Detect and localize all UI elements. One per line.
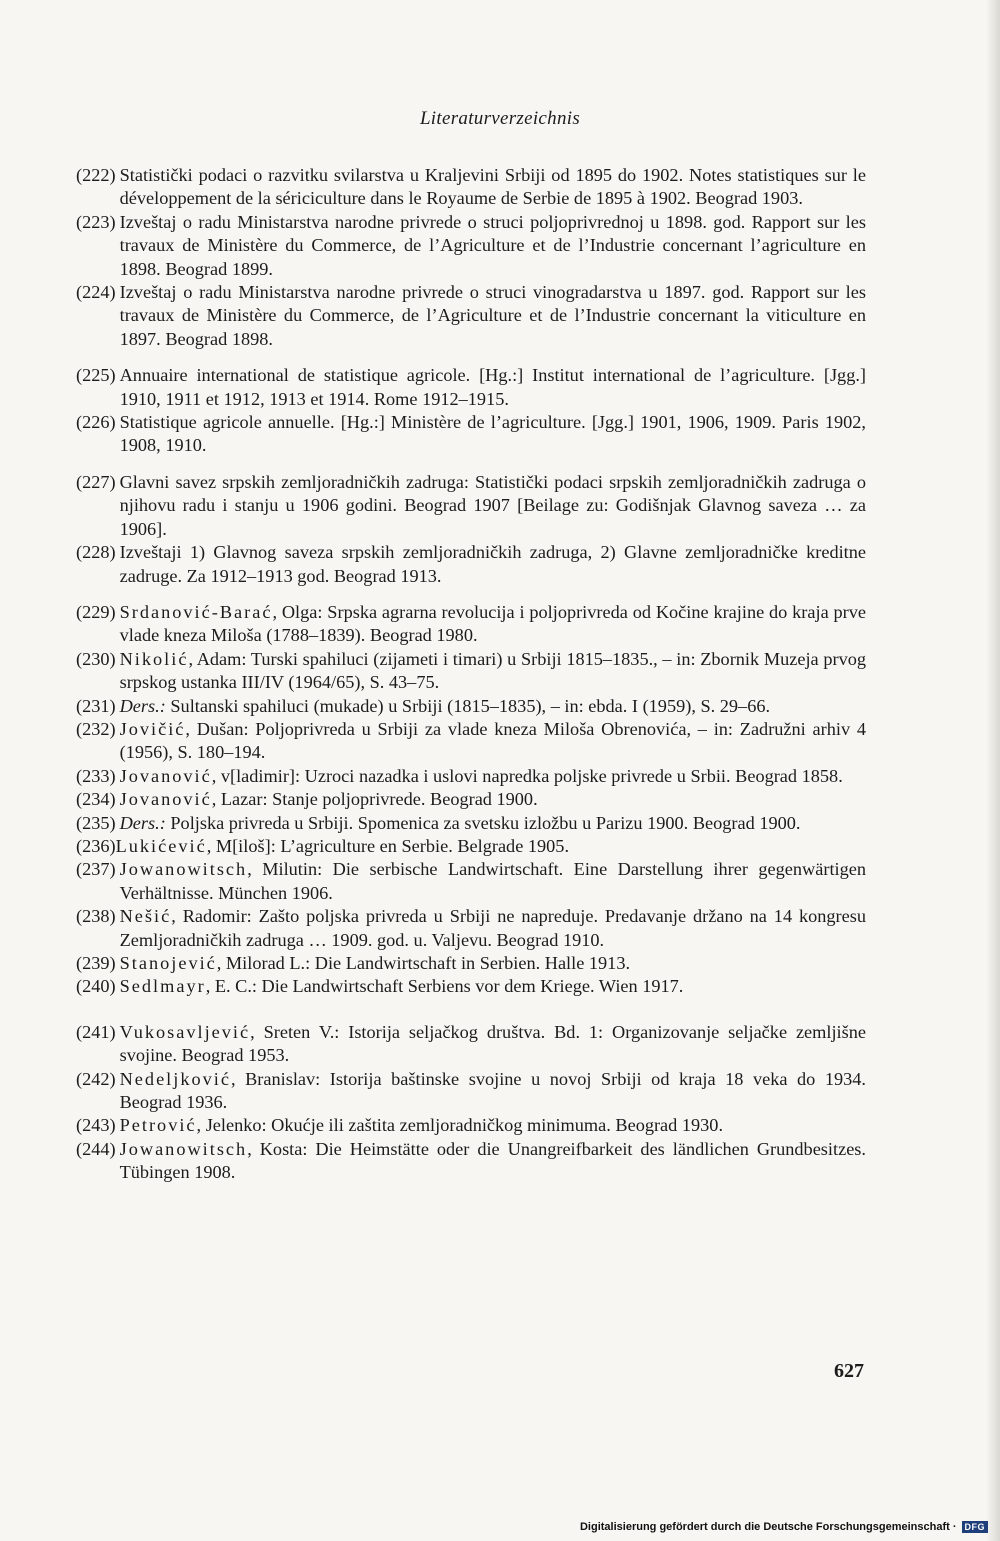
- entry-number: (236): [76, 835, 116, 856]
- entry-text: [116, 858, 866, 905]
- bib-entry-226: [76, 411, 866, 458]
- entry-text: [116, 975, 866, 998]
- bib-entry-222: [76, 164, 866, 211]
- entry-author: Lukićević: [115, 835, 207, 856]
- entry-number: (241): [76, 1021, 116, 1042]
- entry-text: Izveštaj o radu Ministarstva narodne privrede o struci vinogradarstva u 1897. god. Rapport sur les travaux de Ministère du Commerce, de l’Agriculture et de l’Industrie concernant la viticulture en 1897. Beograd 1898.: [119, 282, 866, 349]
- bib-entry-239: [76, 952, 866, 975]
- entry-text: Glavni savez srpskih zemljoradničkih zadruga: Statistički podaci srpskih zemljoradničkih zadruga o njihovu radu i stanju u 1906 godini. Beograd 1907 [Beilage zu: Godišnjak Glavnog saveza … za 1906].: [119, 471, 866, 539]
- bib-entry-235: [76, 812, 866, 835]
- bib-entry-243: [76, 1114, 866, 1137]
- entry-number: (240): [76, 976, 116, 997]
- entry-author: Ders.:: [119, 812, 166, 833]
- page-number: 627: [834, 1360, 864, 1382]
- entry-number: (230): [76, 648, 116, 669]
- entry-author: Nikolić: [119, 648, 189, 669]
- bib-entry-234: [76, 788, 866, 811]
- entry-author: Petrović: [119, 1115, 197, 1136]
- entry-rest: , Branislav: Istorija baštinske svojine u novoj Srbiji od kraja 18 veka do 1934. Beograd 1936.: [119, 1068, 866, 1113]
- entry-text: [116, 648, 866, 695]
- entry-author: Sedlmayr: [119, 976, 206, 997]
- entry-number: (233): [76, 765, 116, 786]
- entry-number: (239): [76, 953, 116, 973]
- bib-entry-244: [76, 1138, 866, 1185]
- entry-rest: Poljska privreda u Srbiji. Spomenica za svetsku izložbu u Parizu 1900. Beograd 1900.: [165, 812, 801, 833]
- entry-text: [116, 1138, 866, 1185]
- bib-entry-229: [76, 601, 866, 648]
- entry-text: [116, 1021, 866, 1068]
- entry-author: Jovičić: [119, 718, 186, 739]
- entry-number: (238): [76, 906, 116, 927]
- entry-rest: , Dušan: Poljoprivreda u Srbiji za vlade kneza Miloša Obrenovića, – in: Zadružni arhiv 4 (1956), S. 180–194.: [119, 718, 866, 763]
- bib-entry-241: [76, 1021, 866, 1068]
- entry-rest: , Sreten V.: Istorija seljačkog društva. Bd. 1: Organizovanje seljačke zemljišne svojine. Beograd 1953.: [119, 1021, 866, 1066]
- entry-text: [116, 1068, 866, 1115]
- entry-rest: , Olga: Srpska agrarna revolucija i poljoprivreda od Kočine krajine do kraja prve vlade kneza Miloša (1788–1839). Beograd 1980.: [119, 601, 866, 646]
- entry-author: Srdanović-Barać: [119, 601, 273, 622]
- entry-rest: , Lazar: Stanje poljoprivrede. Beograd 1900.: [211, 789, 538, 810]
- entry-author: Jovanović: [119, 789, 212, 810]
- bib-entry-228: [76, 541, 866, 588]
- entry-text: Izveštaji 1) Glavnog saveza srpskih zemljoradničkih zadruga, 2) Glavne zemljoradničke kreditne zadruge. Za 1912–1913 god. Beograd 1913.: [119, 542, 866, 586]
- bib-entry-242: [76, 1068, 866, 1115]
- entry-rest: , Adam: Turski spahiluci (zijameti i timari) u Srbiji 1815–1835., – in: Zbornik Muzeja prvog srpskog ustanka III/IV (1964/65), S. 43–75.: [119, 648, 866, 693]
- entry-rest: Sultanski spahiluci (mukade) u Srbiji (1815–1835), – in: ebda. I (1959), S. 29–66.: [165, 695, 771, 716]
- entry-number: (242): [76, 1068, 116, 1089]
- bib-entry-231: [76, 695, 866, 718]
- entry-text: Statistique agricole annuelle. [Hg.:] Ministère de l’agriculture. [Jgg.] 1901, 1906, 1909. Paris 1902, 1908, 1910.: [119, 412, 866, 456]
- dfg-logo: DFG: [962, 1521, 989, 1533]
- entry-number: (237): [76, 859, 116, 880]
- entry-number: (227): [76, 471, 116, 492]
- entry-text: [116, 812, 866, 835]
- bib-entry-233: [76, 765, 866, 788]
- entry-author: Ders.:: [119, 695, 166, 716]
- entry-text: [116, 601, 866, 648]
- entry-number: (235): [76, 812, 116, 833]
- bib-entry-238: [76, 905, 866, 952]
- entry-text: [116, 1114, 866, 1137]
- entry-number: (231): [76, 695, 116, 716]
- bib-entry-230: [76, 648, 866, 695]
- entry-number: (234): [76, 789, 116, 810]
- bib-entry-224: [76, 281, 866, 351]
- entry-text: [116, 765, 866, 788]
- running-header: Literaturverzeichnis: [419, 108, 581, 129]
- entry-number: (232): [76, 718, 116, 739]
- entry-author: Vukosavljević: [119, 1021, 251, 1042]
- entry-number: (226): [76, 412, 116, 433]
- entry-text: [116, 835, 866, 858]
- entry-number: (228): [76, 542, 116, 563]
- footer-text: Digitalisierung gefördert durch die Deutsche Forschungsgemeinschaft ·: [579, 1521, 957, 1533]
- bib-entry-237: [76, 858, 866, 905]
- entry-rest: , M[iloš]: L’agriculture en Serbie. Belgrade 1905.: [206, 835, 570, 856]
- entry-text: Annuaire international de statistique agricole. [Hg.:] Institut international de l’agriculture. [Jgg.] 1910, 1911 et 1912, 1913 et 1914. Rome 1912–1915.: [119, 365, 866, 409]
- digitization-footer: [580, 1521, 988, 1533]
- entry-rest: , E. C.: Die Landwirtschaft Serbiens vor dem Kriege. Wien 1917.: [205, 976, 684, 997]
- entry-text: Statistički podaci o razvitku svilarstva u Kraljevini Srbiji od 1895 do 1902. Notes statistiques sur le développement de la sériciculture dans le Royaume de Serbie de 1895 à 1902. Beograd 1903.: [119, 165, 866, 209]
- entry-rest: , Milutin: Die serbische Landwirtschaft. Eine Darstellung ihrer gegenwärtigen Verhältnisse. München 1906.: [119, 859, 866, 903]
- entry-author: Stanojević: [119, 953, 217, 973]
- bib-entry-225: [76, 364, 866, 411]
- entry-author: Nedeljković: [119, 1068, 231, 1089]
- entry-text: Izveštaj o radu Ministarstva narodne privrede o struci poljoprivrednoj u 1898. god. Rapport sur les travaux de Ministère du Commerce, de l’Agriculture et de l’Industrie concernant l’agriculture en 1898. Beograd 1899.: [119, 211, 866, 279]
- entry-author: Nešić: [119, 906, 172, 927]
- entry-rest: , Kosta: Die Heimstätte oder die Unangreifbarkeit des ländlichen Grundbesitzes. Tübingen 1908.: [119, 1138, 866, 1183]
- entry-text: [116, 718, 866, 765]
- entry-rest: , Milorad L.: Die Landwirtschaft in Serbien. Halle 1913.: [216, 953, 631, 973]
- entry-number: (244): [76, 1138, 116, 1159]
- entry-text: [116, 952, 866, 975]
- bib-entry-240: [76, 975, 866, 998]
- bib-entry-223: [76, 211, 866, 281]
- entry-rest: , Jelenko: Okućje ili zaštita zemljoradničkog minimuma. Beograd 1930.: [196, 1115, 724, 1136]
- bib-entry-236: [76, 835, 866, 858]
- entry-text: [116, 788, 866, 811]
- entry-number: (223): [76, 211, 116, 232]
- bib-entry-227: [76, 471, 866, 541]
- entry-number: (229): [76, 601, 116, 622]
- entry-text: [116, 905, 866, 952]
- bib-entry-232: [76, 718, 866, 765]
- entry-number: (222): [76, 165, 116, 185]
- entry-rest: , Radomir: Zašto poljska privreda u Srbiji ne napreduje. Predavanje držano na 14 kongresu Zemljoradničkih zadruga … 1909. god. u. Valjevu. Beograd 1910.: [119, 906, 866, 950]
- entry-number: (243): [76, 1115, 116, 1136]
- entry-text: [116, 695, 866, 718]
- entry-author: Jowanowitsch: [119, 859, 248, 880]
- entry-number: (224): [76, 282, 116, 303]
- entry-author: Jowanowitsch: [119, 1138, 248, 1159]
- entry-author: Jovanović: [119, 765, 212, 786]
- bibliography-list: [76, 164, 866, 1185]
- page-edge-shadow: [986, 0, 1000, 1541]
- entry-rest: , v[ladimir]: Uzroci nazadka i uslovi napredka poljske privrede u Srbii. Beograd 1858.: [211, 765, 843, 786]
- entry-number: (225): [76, 365, 116, 386]
